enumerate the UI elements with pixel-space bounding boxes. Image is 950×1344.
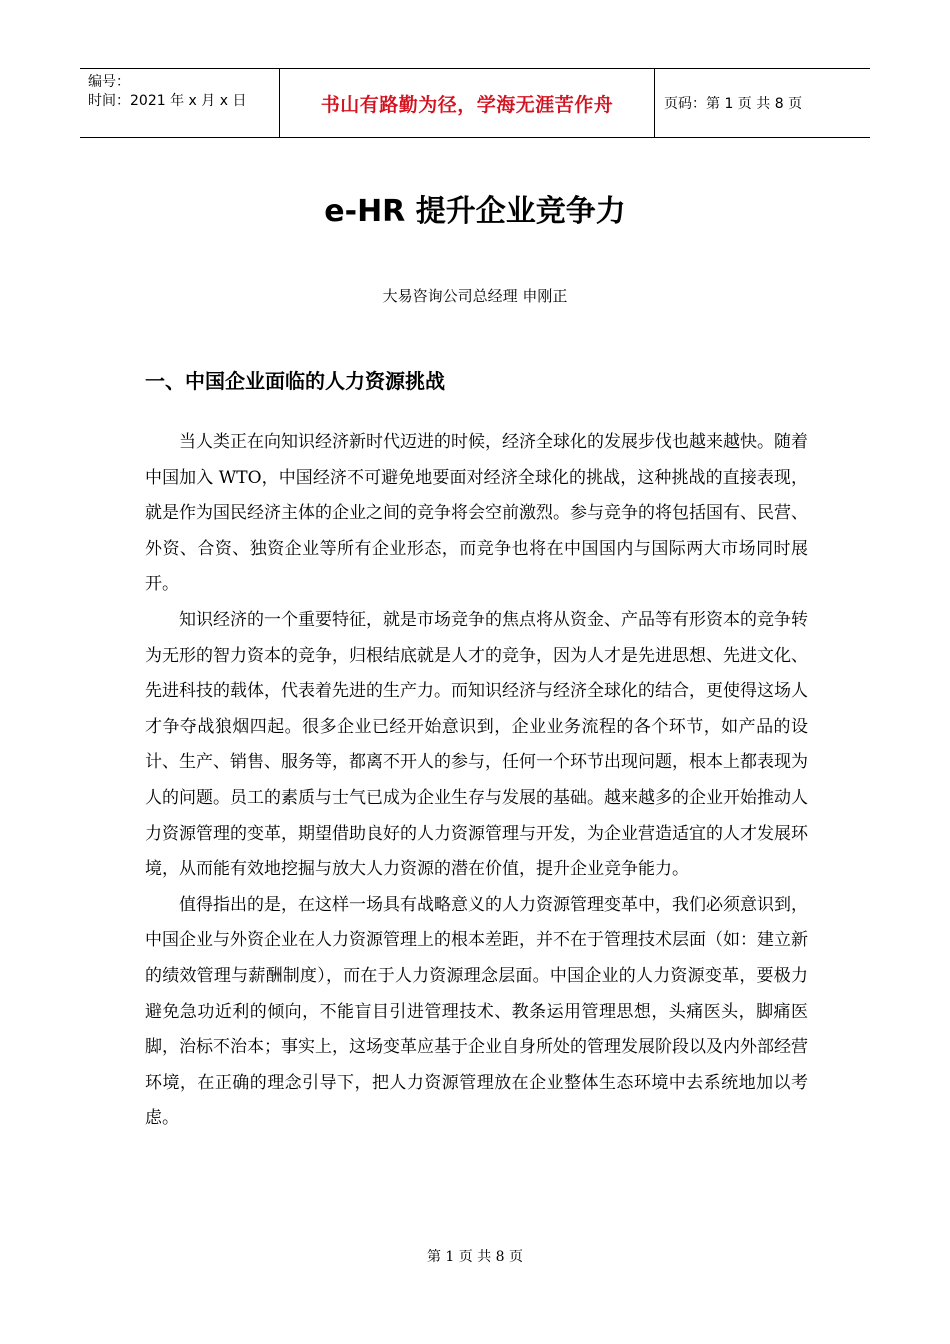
paragraph: 当人类正在向知识经济新时代迈进的时候，经济全球化的发展步伐也越来越快。随着中国加入 WTO，中国经济不可避免地要面对经济全球化的挑战，这种挑战的直接表现，就是作为国民经济主体的企业之间的竞争将会空前激烈。参与竞争的将包括国有、民营、外资、合资、独资企业等所有企业形态，而竞争也将在中国国内与国际两大市场同时展开。 [145, 432, 808, 595]
section-heading: 一、中国企业面临的人力资源挑战 [145, 369, 445, 393]
document-title: e-HR 提升企业竞争力 [324, 194, 626, 229]
paragraph: 知识经济的一个重要特征，就是市场竞争的焦点将从资金、产品等有形资本的竞争转为无形的智力资本的竞争，归根结底就是人才的竞争，因为人才是先进思想、先进文化、先进科技的载体，代表着先进的生产力。而知识经济与经济全球化的结合，更使得这场人才争夺战狼烟四起。很多企业已经开始意识到，企业业务流程的各个环节，如产品的设计、生产、销售、服务等，都离不开人的参与，任何一个环节出现问题，根本上都表现为人的问题。员工的素质与士气已成为企业生存与发展的基础。越来越多的企业开始推动人力资源管理的变革，期望借助良好的人力资源管理与开发，为企业营造适宜的人才发展环境，从而能有效地挖掘与放大人力资源的潜在价值，提升企业竞争能力。 [145, 609, 808, 880]
paragraph: 值得指出的是，在这样一场具有战略意义的人力资源管理变革中，我们必须意识到，中国企业与外资企业在人力资源管理上的根本差距，并不在于管理技术层面（如：建立新的绩效管理与薪酬制度），而在于人力资源理念层面。中国企业的人力资源变革，要极力避免急功近利的倾向，不能盲目引进管理技术、教条运用管理思想，头痛医头，脚痛医脚，治标不治本；事实上，这场变革应基于企业自身所处的管理发展阶段以及内外部经营环境，在正确的理念引导下，把人力资源管理放在企业整体生态环境中去系统地加以考虑。 [145, 894, 808, 1129]
header-meta-cell [80, 69, 280, 137]
header-motto-cell [280, 69, 655, 137]
body-text [145, 425, 808, 1137]
header-page-cell [655, 69, 870, 137]
page-footer: 第 1 页 共 8 页 [426, 1249, 524, 1265]
document-header [80, 68, 870, 138]
date-label: 时间：2021 年 x 月 x 日 [88, 93, 247, 109]
author-line: 大易咨询公司总经理 申刚正 [382, 287, 568, 305]
header-page-info: 页码：第 1 页 共 8 页 [664, 96, 803, 112]
header-motto: 书山有路勤为径，学海无涯苦作舟 [320, 93, 614, 116]
number-label: 编号： [88, 74, 130, 90]
